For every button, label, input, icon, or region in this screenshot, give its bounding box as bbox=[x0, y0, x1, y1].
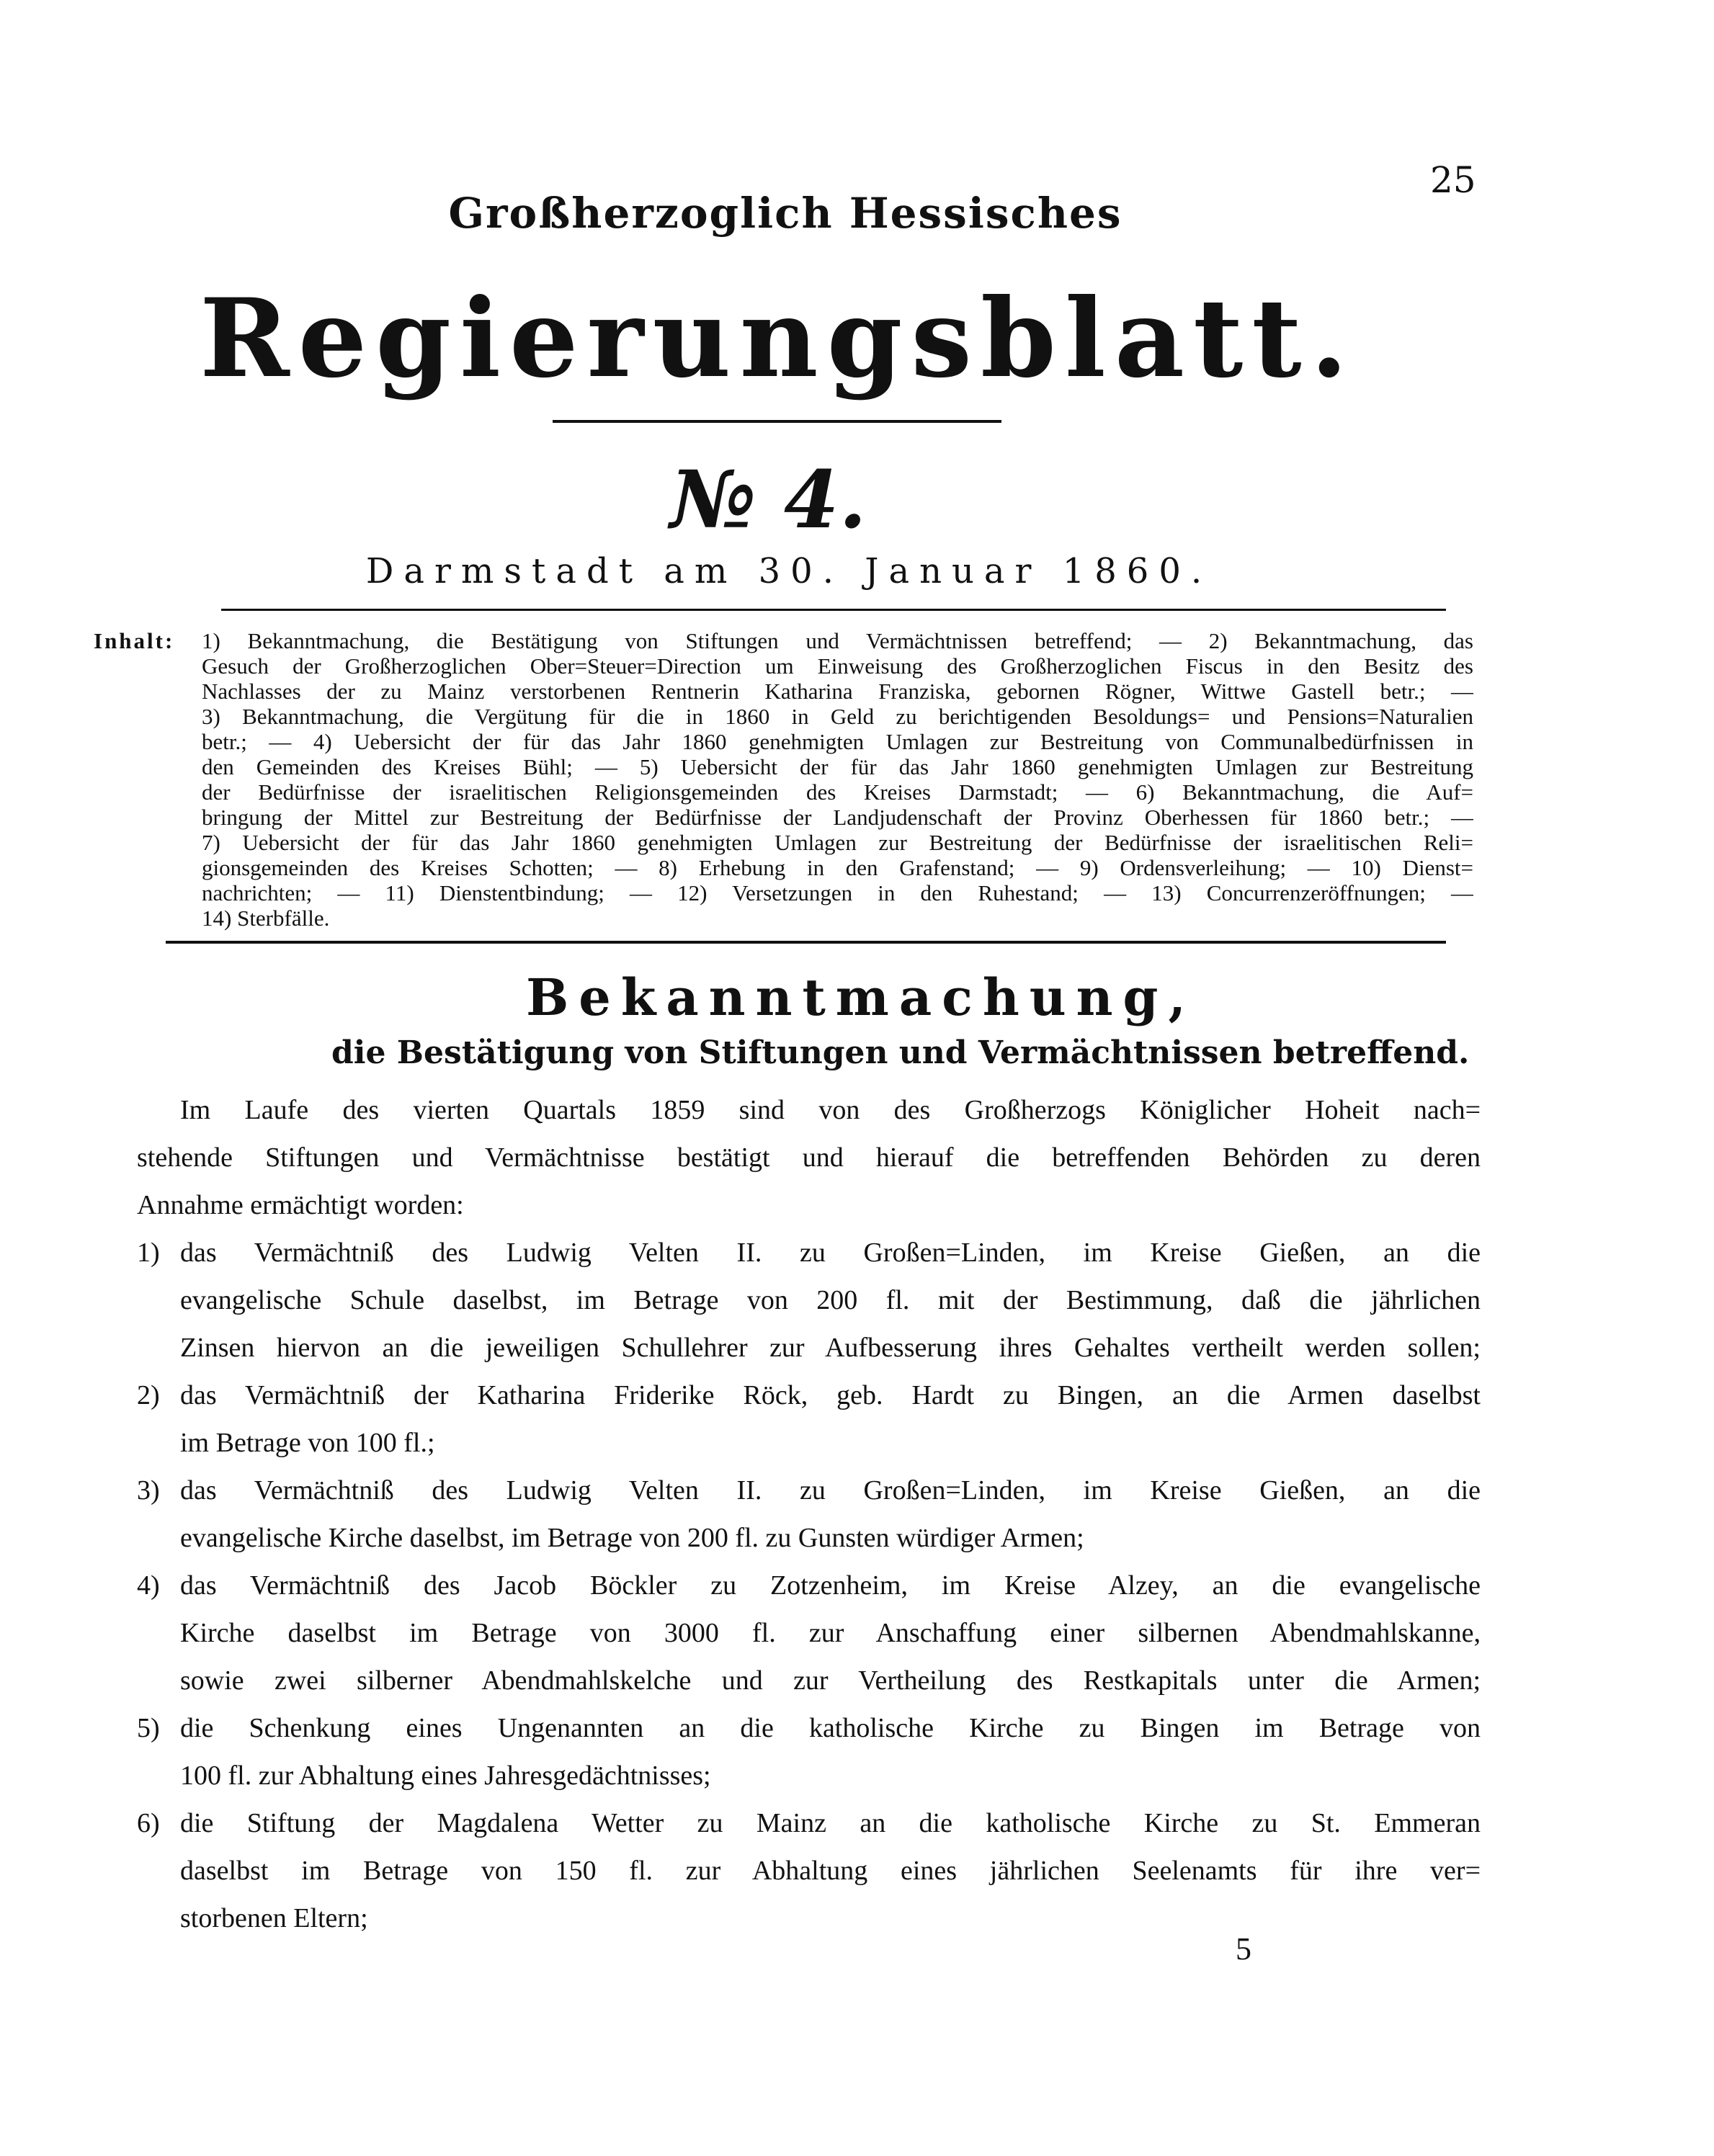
list-item-number: 4) bbox=[137, 1570, 160, 1601]
paragraph-line bbox=[137, 1752, 1481, 1799]
line-text: evangelische Kirche daselbst, im Betrage von 200 fl. zu Gunsten würdiger Armen; bbox=[180, 1523, 1084, 1553]
list-item-line bbox=[137, 1704, 1481, 1752]
masthead-title-top: Großherzoglich Hessisches bbox=[448, 189, 1122, 238]
paragraph-line bbox=[137, 1276, 1481, 1324]
paragraph-line bbox=[137, 1134, 1481, 1181]
line-text: storbenen Eltern; bbox=[180, 1903, 368, 1933]
line-text: das Vermächtniß des Jacob Böckler zu Zotzenheim, im Kreise Alzey, an die evangelische bbox=[180, 1570, 1481, 1601]
list-item-line bbox=[137, 1467, 1481, 1514]
paragraph-line bbox=[137, 1181, 1481, 1229]
line-text: die Stiftung der Magdalena Wetter zu Mainz an die katholische Kirche zu St. Emmeran bbox=[180, 1808, 1481, 1838]
contents-top-rule bbox=[221, 609, 1446, 611]
line-text: im Betrage von 100 fl.; bbox=[180, 1428, 435, 1458]
paragraph-line bbox=[137, 1324, 1481, 1372]
contents-line: 3) Bekanntmachung, die Vergütung für die in 1860 in Geld zu berichtigenden Besoldungs= und Pensions=Naturalien bbox=[202, 704, 1473, 729]
line-text: Annahme ermächtigt worden: bbox=[137, 1190, 464, 1220]
line-text: sowie zwei silberner Abendmahlskelche und zur Vertheilung des Restkapitals unter die Armen; bbox=[180, 1665, 1481, 1696]
list-item-number: 5) bbox=[137, 1713, 160, 1743]
line-text: daselbst im Betrage von 150 fl. zur Abhaltung eines jährlichen Seelenamts für ihre ver= bbox=[180, 1856, 1481, 1886]
masthead-divider bbox=[553, 420, 1001, 423]
list-item-number: 1) bbox=[137, 1238, 160, 1268]
contents-line: gionsgemeinden des Kreises Schotten; — 8) Erhebung in den Grafenstand; — 9) Ordensverleihung; — 10) Dienst= bbox=[202, 855, 1473, 880]
contents-line: bringung der Mittel zur Bestreitung der Bedürfnisse der Landjudenschaft der Provinz Oberhessen für 1860 betr.; — bbox=[202, 805, 1473, 830]
list-item-line bbox=[137, 1562, 1481, 1609]
paragraph-line bbox=[137, 1895, 1481, 1942]
contents-line: 7) Uebersicht der für das Jahr 1860 genehmigten Umlagen zur Bestreitung der Bedürfnisse der israelitischen Reli= bbox=[202, 830, 1473, 855]
paragraph-line bbox=[137, 1419, 1481, 1467]
paragraph-line bbox=[137, 1609, 1481, 1657]
dateline: Darmstadt am 30. Januar 1860. bbox=[365, 551, 1213, 591]
contents-line: Nachlasses der zu Mainz verstorbenen Rentnerin Katharina Franziska, gebornen Rögner, Wittwe Gastell betr.; — bbox=[202, 679, 1473, 704]
list-item-number: 2) bbox=[137, 1380, 160, 1410]
contents-bottom-rule bbox=[166, 941, 1446, 944]
line-text: die Schenkung eines Ungenannten an die katholische Kirche zu Bingen im Betrage von bbox=[180, 1713, 1481, 1743]
line-text: Zinsen hiervon an die jeweiligen Schullehrer zur Aufbesserung ihres Gehaltes vertheilt werden sollen; bbox=[180, 1333, 1481, 1363]
contents-label: Inhalt: bbox=[94, 628, 175, 653]
paragraph-line bbox=[137, 1514, 1481, 1562]
line-text: das Vermächtniß des Ludwig Velten II. zu Großen=Linden, im Kreise Gießen, an die bbox=[180, 1475, 1481, 1506]
contents-line: nachrichten; — 11) Dienstentbindung; — 12) Versetzungen in den Ruhestand; — 13) Concurrenzeröffnungen; — bbox=[202, 880, 1473, 905]
article-heading: Bekanntmachung, bbox=[526, 967, 1196, 1027]
paragraph-line bbox=[137, 1086, 1481, 1134]
paragraph-line bbox=[137, 1657, 1481, 1704]
page-number: 25 bbox=[1430, 159, 1476, 201]
paragraph-line bbox=[137, 1847, 1481, 1895]
line-text: das Vermächtniß der Katharina Friderike Röck, geb. Hardt zu Bingen, an die Armen daselbst bbox=[180, 1380, 1481, 1410]
list-item-line bbox=[137, 1229, 1481, 1276]
list-item-number: 6) bbox=[137, 1808, 160, 1838]
contents-line: der Bedürfnisse der israelitischen Religionsgemeinden des Kreises Darmstadt; — 6) Bekanntmachung, die Auf= bbox=[202, 779, 1473, 805]
line-text: 100 fl. zur Abhaltung eines Jahresgedächtnisses; bbox=[180, 1761, 711, 1791]
line-text: Im Laufe des vierten Quartals 1859 sind von des Großherzogs Königlicher Hoheit nach= bbox=[180, 1095, 1481, 1125]
line-text: evangelische Schule daselbst, im Betrage von 200 fl. mit der Bestimmung, daß die jährlichen bbox=[180, 1285, 1481, 1315]
contents-line: den Gemeinden des Kreises Bühl; — 5) Uebersicht der für das Jahr 1860 genehmigten Umlagen zur Bestreitung bbox=[202, 754, 1473, 779]
table-of-contents bbox=[94, 628, 1473, 931]
contents-line: 14) Sterbfälle. bbox=[202, 905, 330, 931]
sheet-signature: 5 bbox=[1236, 1931, 1251, 1967]
list-item-line bbox=[137, 1799, 1481, 1847]
contents-line: 1) Bekanntmachung, die Bestätigung von Stiftungen und Vermächtnissen betreffend; — 2) Bekanntmachung, das bbox=[202, 628, 1473, 653]
contents-line: Gesuch der Großherzoglichen Ober=Steuer=Direction um Einweisung des Großherzoglichen Fiscus in den Besitz des bbox=[202, 653, 1473, 679]
line-text: Kirche daselbst im Betrage von 3000 fl. zur Anschaffung einer silbernen Abendmahlskanne, bbox=[180, 1618, 1481, 1648]
article-subheading: die Bestätigung von Stiftungen und Vermächtnissen betreffend. bbox=[331, 1034, 1470, 1071]
issue-number: № 4. bbox=[670, 453, 867, 546]
line-text: stehende Stiftungen und Vermächtnisse bestätigt und hierauf die betreffenden Behörden zu deren bbox=[137, 1142, 1481, 1173]
list-item-line bbox=[137, 1372, 1481, 1419]
article-body bbox=[137, 1086, 1481, 1942]
masthead-title-main: Regierungsblatt. bbox=[200, 275, 1357, 402]
list-item-number: 3) bbox=[137, 1475, 160, 1506]
contents-line: betr.; — 4) Uebersicht der für das Jahr 1860 genehmigten Umlagen zur Bestreitung von Communalbedürfnissen in bbox=[202, 729, 1473, 754]
line-text: das Vermächtniß des Ludwig Velten II. zu Großen=Linden, im Kreise Gießen, an die bbox=[180, 1238, 1481, 1268]
contents-lines bbox=[202, 628, 1473, 931]
